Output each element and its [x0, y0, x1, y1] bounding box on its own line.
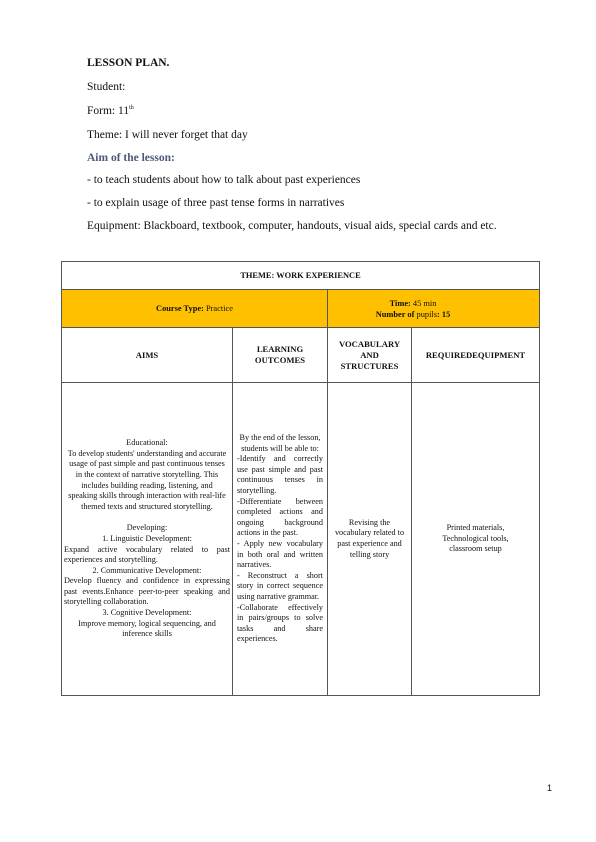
time-pupils-cell [328, 290, 540, 328]
form-line [87, 105, 134, 117]
form-superscript: th [129, 105, 134, 112]
pupils-colon: : [437, 309, 440, 319]
equipment-line: Equipment: Blackboard, textbook, computer, handouts, visual aids, special cards and etc. [87, 220, 497, 232]
time-line [328, 298, 498, 309]
student-label: Student: [87, 81, 126, 93]
vocabulary-cell: Revising the vocabulary related to past experience and telling story [328, 383, 412, 696]
column-header-vocabulary: VOCABULARY AND STRUCTURES [328, 328, 412, 383]
outcomes-intro: By the end of the lesson, students will be able to: [239, 433, 321, 453]
lesson-plan-table [61, 261, 540, 696]
time-pupils-block [328, 298, 498, 320]
outcome-item: -Identify and correctly use past simple and past continuous tenses in storytelling. [237, 454, 323, 496]
dev2-heading: 2. Communicative Development: [92, 565, 202, 575]
time-value: 45 min [410, 298, 437, 308]
outcome-item: -Collaborate effectively in pairs/groups to solve tasks and share experiences. [237, 602, 323, 644]
page-number: 1 [547, 783, 553, 793]
form-label: Form: 11 [87, 105, 130, 117]
equipment-cell: Printed materials, Technological tools, classroom setup [412, 383, 540, 696]
pupils-mid: pupils [414, 309, 437, 319]
developing-heading: Developing: [126, 523, 168, 533]
course-type-cell [62, 290, 328, 328]
pupils-value: 15 [439, 309, 451, 319]
theme-line: Theme: I will never forget that day [87, 129, 248, 141]
outcome-item: - Reconstruct a short story in correct sequence using narrative grammar. [237, 570, 323, 601]
aim-item: - to explain usage of three past tense forms in narratives [87, 197, 345, 209]
educational-heading: Educational: [126, 438, 168, 448]
course-type-label: Course Type: [156, 304, 204, 313]
time-label: Time: [389, 298, 411, 308]
aim-heading: Aim of the lesson: [87, 152, 175, 164]
aim-item: - to teach students about how to talk about past experiences [87, 174, 361, 186]
pupils-line [328, 309, 498, 320]
educational-text: To develop students' understanding and accurate usage of past simple and past continuous tenses in the context of narrative storytelling. This includes building reading, listening, and speaking skills through interaction with real-life themed texts and structured storytelling. [67, 448, 227, 511]
outcomes-cell [233, 383, 328, 696]
theme-cell: THEME: WORK EXPERIENCE [62, 262, 540, 290]
aims-cell [62, 383, 233, 696]
outcome-item: -Differentiate between completed actions and ongoing background actions in the past. [237, 496, 323, 538]
lesson-title: LESSON PLAN. [87, 57, 170, 69]
dev3-heading: 3. Cognitive Development: [102, 608, 192, 618]
course-type-value: Practice [203, 304, 233, 313]
column-header-equipment: REQUIREDEQUIPMENT [412, 328, 540, 383]
dev3-text: Improve memory, logical sequencing, and inference skills [78, 618, 216, 639]
outcome-item: - Apply new vocabulary in both oral and written narratives. [237, 539, 323, 570]
pupils-label: Number of [375, 309, 415, 319]
column-header-outcomes: LEARNING OUTCOMES [233, 328, 328, 383]
column-header-aims: AIMS [62, 328, 233, 383]
dev1-text: Expand active vocabulary related to past experiences and storytelling. [64, 544, 230, 565]
dev1-heading: 1. Linguistic Development: [102, 533, 192, 543]
dev2-text: Develop fluency and confidence in expressing past events.Enhance peer-to-peer speaking and storytelling collaboration. [64, 576, 230, 607]
